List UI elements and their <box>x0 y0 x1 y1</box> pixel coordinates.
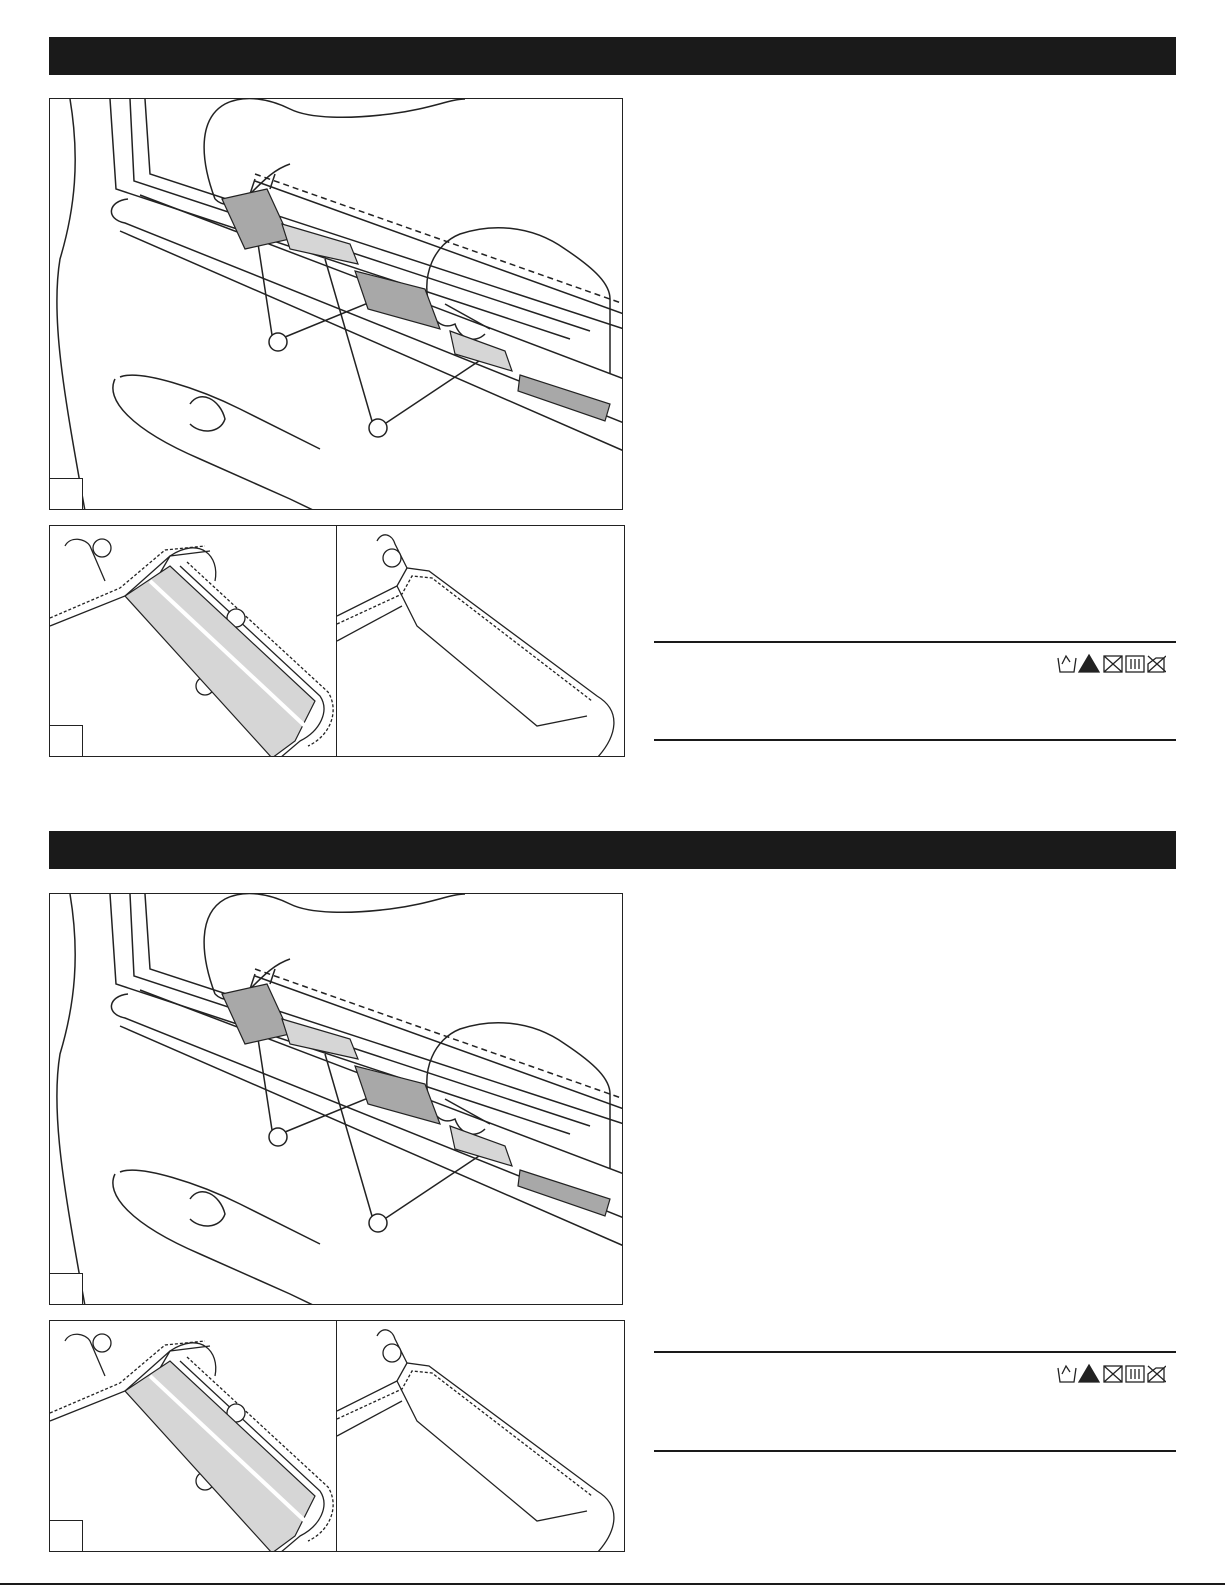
line-dry-icon <box>1126 656 1144 672</box>
divider-rule <box>654 1450 1176 1452</box>
care-instructions <box>1056 652 1166 674</box>
divider-rule <box>654 1351 1176 1353</box>
seam-detail-right <box>337 1321 625 1552</box>
door-illustration <box>50 99 623 510</box>
care-icons <box>1056 652 1166 674</box>
no-tumble-dry-icon <box>1104 1366 1122 1382</box>
detail-illustration-left <box>49 525 338 757</box>
figure-number-box <box>49 478 83 510</box>
bleach-icon <box>1079 655 1099 672</box>
section-header-bar <box>49 831 1176 869</box>
divider-rule <box>654 641 1176 643</box>
section-header-bar <box>49 37 1176 75</box>
no-iron-icon <box>1148 656 1166 672</box>
main-illustration <box>49 893 623 1305</box>
figure-number-box <box>49 1520 83 1552</box>
seam-detail-left <box>50 1321 338 1552</box>
care-instructions <box>1056 1362 1166 1384</box>
line-dry-icon <box>1126 1366 1144 1382</box>
main-illustration <box>49 98 623 510</box>
detail-illustration-right <box>336 525 625 757</box>
no-tumble-dry-icon <box>1104 656 1122 672</box>
hand-wash-icon <box>1058 1366 1076 1382</box>
care-icons <box>1056 1362 1166 1384</box>
divider-rule <box>654 739 1176 741</box>
seam-detail-right <box>337 526 625 757</box>
bleach-icon <box>1079 1365 1099 1382</box>
figure-number-box <box>49 1273 83 1305</box>
detail-illustration-left <box>49 1320 338 1552</box>
hand-wash-icon <box>1058 656 1076 672</box>
figure-number-box <box>49 725 83 757</box>
seam-detail-left <box>50 526 338 757</box>
no-iron-icon <box>1148 1366 1166 1382</box>
door-illustration <box>50 894 623 1305</box>
detail-illustration-right <box>336 1320 625 1552</box>
